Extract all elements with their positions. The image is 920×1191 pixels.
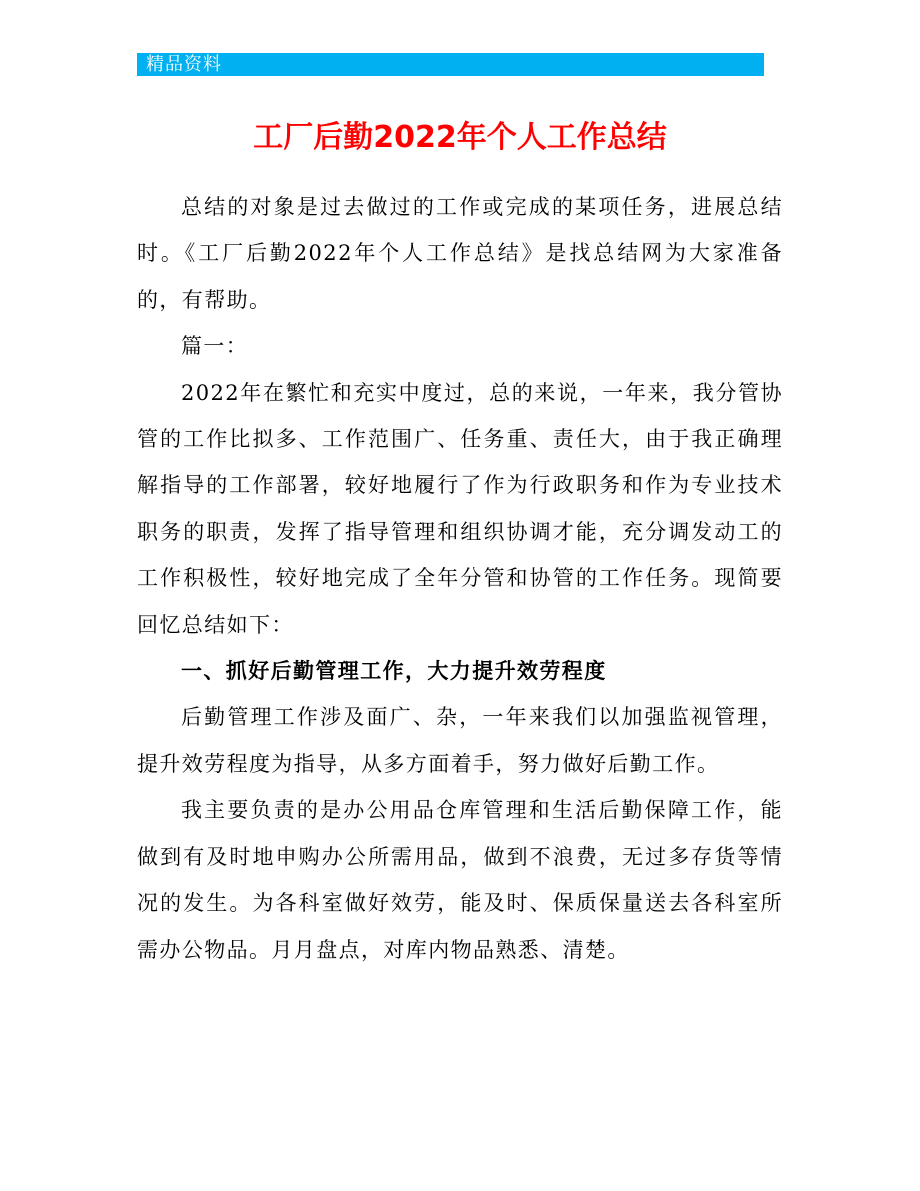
intro-paragraph: 总结的对象是过去做过的工作或完成的某项任务，进展总结时。《工厂后勤2022年个人工作总结》是找总结网为大家准备的，有帮助。 [137, 195, 783, 312]
document-title: 工厂后勤2022年个人工作总结 [253, 120, 667, 155]
section-label: 篇一： [181, 334, 249, 359]
body-paragraph: 2022年在繁忙和充实中度过，总的来说，一年来，我分管协管的工作比拟多、工作范围广、任务重、责任大，由于我正确理解指导的工作部署，较好地履行了作为行政职务和作为专业技术职务的职责，发挥了指导管理和组织协调才能，充分调发动工的工作积极性，较好地完成了全年分管和协管的工作任务。现简要回忆总结如下： [137, 380, 783, 637]
document-body [137, 184, 783, 973]
body-paragraph: 后勤管理工作涉及面广、杂，一年来我们以加强监视管理，提升效劳程度为指导，从多方面着手，努力做好后勤工作。 [137, 705, 783, 776]
banner-label: 精品资料 [146, 54, 222, 75]
body-paragraph: 我主要负责的是办公用品仓库管理和生活后勤保障工作，能做到有及时地申购办公所需用品，做到不浪费，无过多存货等情况的发生。为各科室做好效劳，能及时、保质保量送去各科室所需办公物品。月月盘点，对库内物品熟悉、清楚。 [137, 798, 783, 962]
top-banner [137, 53, 764, 76]
section-heading: 一、抓好后勤管理工作，大力提升效劳程度 [181, 659, 607, 684]
